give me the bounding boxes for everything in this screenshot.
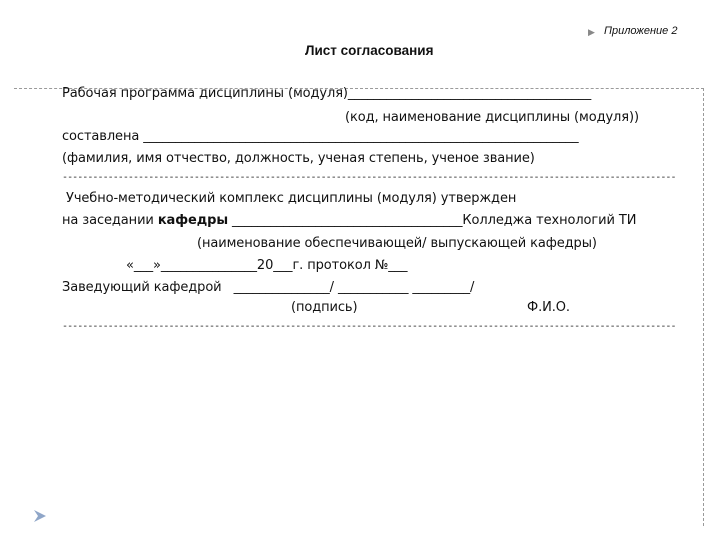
meeting-bold: кафедры: [157, 213, 228, 228]
signature-hint: (подпись): [291, 300, 358, 315]
separator-line-2: -------------------------------------------------------------------------------------------------------------------------: [62, 321, 676, 332]
meeting-prefix: на заседании: [62, 213, 158, 228]
compiled-label: составлена: [62, 129, 140, 144]
triangle-bullet-icon: ▶: [588, 28, 595, 38]
head-label: Заведующий кафедрой: [62, 280, 222, 295]
meeting-blank: ____________________________________: [227, 213, 463, 228]
meeting-suffix: Колледжа технологий ТИ: [462, 213, 637, 228]
head-line: [62, 280, 474, 295]
program-line: [62, 86, 591, 101]
compiled-hint: (фамилия, имя отчество, должность, ученая степень, ученое звание): [62, 151, 535, 166]
page-title: Лист согласования: [305, 43, 434, 58]
name-hint: Ф.И.О.: [527, 300, 570, 315]
department-hint: (наименование обеспечивающей/ выпускающей кафедры): [197, 236, 597, 251]
appendix-label: Приложение 2: [604, 25, 678, 37]
program-blank: ______________________________________: [347, 86, 592, 101]
complex-line: Учебно-методический комплекс дисциплины (модуля) утвержден: [66, 191, 517, 206]
slide-nav-arrow-icon[interactable]: [32, 508, 48, 524]
right-divider: [703, 88, 704, 526]
date-line: «___»_______________20___г. протокол №___: [126, 258, 408, 273]
program-label: Рабочая программа дисциплины (модуля): [62, 86, 348, 101]
separator-line-1: -------------------------------------------------------------------------------------------------------------------------: [62, 172, 676, 183]
compiled-blank: ____________________________________________________________________: [143, 129, 579, 144]
head-blanks: _______________/ ___________ _________/: [233, 280, 475, 295]
meeting-line: [62, 213, 636, 228]
program-hint: (код, наименование дисциплины (модуля)): [345, 110, 639, 125]
compiled-line: [62, 129, 578, 144]
